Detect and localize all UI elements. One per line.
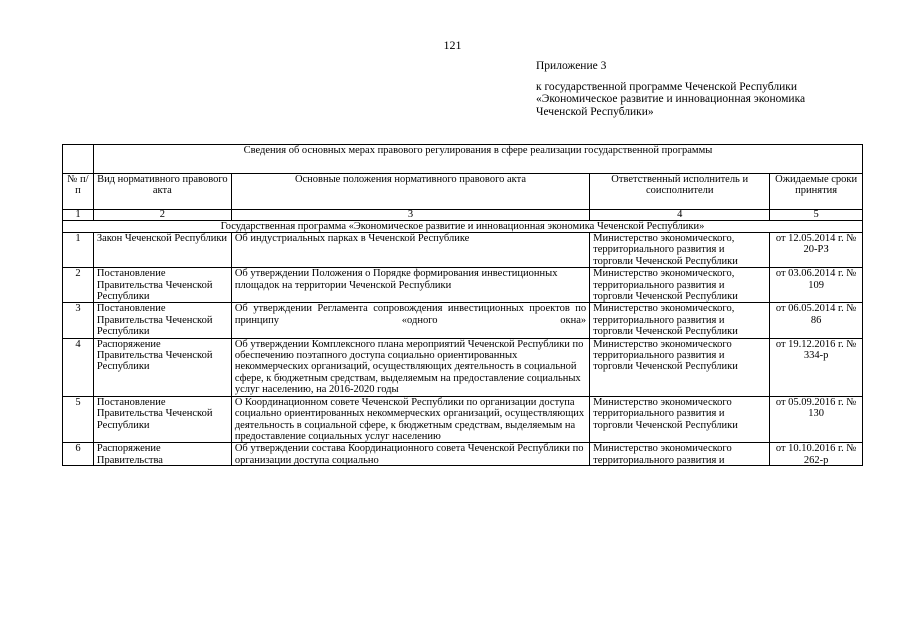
table-row — [63, 268, 863, 303]
row-executor: Министерство экономического, территориального развития и торговли Чеченской Республики — [590, 268, 770, 303]
row-executor: Министерство экономического, территориального развития и торговли Чеченской Республики — [590, 303, 770, 338]
row-number: 1 — [63, 233, 94, 268]
column-number-row — [63, 210, 863, 221]
header-executor: Ответственный исполнитель и соисполнители — [590, 174, 770, 210]
appendix-title: Приложение 3 — [536, 60, 607, 72]
table-row — [63, 338, 863, 396]
column-number: 1 — [63, 210, 94, 221]
row-number-text: 6 — [75, 443, 81, 455]
row-deadline: от 05.09.2016 г. № 130 — [770, 396, 863, 443]
row-number: 2 — [63, 268, 94, 303]
row-act-type: Постановление Правительства Чеченской Республики — [93, 268, 231, 303]
row-act-type-cell — [93, 443, 231, 466]
header-num: № п/п — [63, 174, 94, 210]
row-executor: Министерство экономического территориального развития и торговли Чеченской Республики — [590, 338, 770, 396]
row-provisions: Об индустриальных парках в Чеченской Республике — [231, 233, 589, 268]
appendix-line-3: Чеченской Республики» — [536, 105, 654, 118]
row-provisions: Об утверждении Положения о Порядке формирования инвестиционных площадок на территории Чеченской Республики — [231, 268, 589, 303]
appendix-line-2: «Экономическое развитие и инновационная экономика — [536, 93, 806, 105]
row-provisions: Об утверждении Комплексного плана мероприятий Чеченской Республики по обеспечению поэтапного доступа социально ориентированных некоммерческих организаций, осуществляющих деятельность в социальной сфере, к бюджетным средствам, выделяемым на предоставление социальных услуг населению, на 2016-2020 годы — [231, 338, 589, 396]
column-number: 2 — [93, 210, 231, 221]
row-act-type: Постановление Правительства Чеченской Республики — [93, 396, 231, 443]
table-caption-row — [63, 145, 863, 174]
row-act-type: Распоряжение Правительства Чеченской Республики — [93, 338, 231, 396]
program-title: Государственная программа «Экономическое развитие и инновационная экономика Чеченской Республики» — [63, 221, 863, 233]
row-executor: Министерство экономического территориального развития и — [593, 443, 732, 466]
appendix-line-1: к государственной программе Чеченской Республики — [536, 80, 797, 93]
row-act-type: Закон Чеченской Республики — [93, 233, 231, 268]
column-number: 4 — [590, 210, 770, 221]
appendix-block — [536, 60, 805, 118]
header-act-type: Вид нормативного правового акта — [93, 174, 231, 210]
row-number: 5 — [63, 396, 94, 443]
regulation-table — [62, 144, 863, 466]
program-title-row — [63, 221, 863, 233]
row-number: 4 — [63, 338, 94, 396]
table-row — [63, 443, 863, 466]
table-header-row — [63, 174, 863, 210]
row-provisions: Об утверждении Регламента сопровождения инвестиционных проектов по принципу «одного окна» — [231, 303, 589, 338]
row-deadline: от 19.12.2016 г. № 334-р — [770, 338, 863, 396]
table-row — [63, 396, 863, 443]
row-provisions: О Координационном совете Чеченской Республики по организации доступа социально ориентированных некоммерческих организаций, осуществляющих деятельность в социальной сфере, к бюджетным средствам, выделяемым на предоставление социальных услуг населению — [231, 396, 589, 443]
row-number — [63, 443, 94, 466]
column-number: 5 — [770, 210, 863, 221]
row-number: 3 — [63, 303, 94, 338]
row-deadline: от 10.10.2016 г. № 262-р — [775, 443, 857, 466]
header-deadline: Ожидаемые сроки принятия — [770, 174, 863, 210]
row-provisions: Об утверждении состава Координационного совета Чеченской Республики по организации доступа социально — [234, 443, 584, 466]
table-row — [63, 303, 863, 338]
row-deadline: от 03.06.2014 г. № 109 — [770, 268, 863, 303]
row-deadline: от 06.05.2014 г. № 86 — [770, 303, 863, 338]
header-provisions: Основные положения нормативного правового акта — [231, 174, 589, 210]
row-executor: Министерство экономического, территориального развития и торговли Чеченской Республики — [590, 233, 770, 268]
row-deadline: от 12.05.2014 г. № 20-РЗ — [770, 233, 863, 268]
caption-left-cell — [63, 145, 94, 174]
row-deadline-cell — [770, 443, 863, 466]
row-act-type: Распоряжение Правительства — [96, 443, 163, 466]
table-row — [63, 233, 863, 268]
row-act-type: Постановление Правительства Чеченской Республики — [93, 303, 231, 338]
page-number: 121 — [443, 38, 462, 52]
column-number: 3 — [231, 210, 589, 221]
table-caption: Сведения об основных мерах правового регулирования в сфере реализации государственной программы — [93, 145, 862, 174]
row-executor: Министерство экономического территориального развития и торговли Чеченской Республики — [590, 396, 770, 443]
row-executor-cell — [590, 443, 770, 466]
row-provisions-cell — [231, 443, 589, 466]
